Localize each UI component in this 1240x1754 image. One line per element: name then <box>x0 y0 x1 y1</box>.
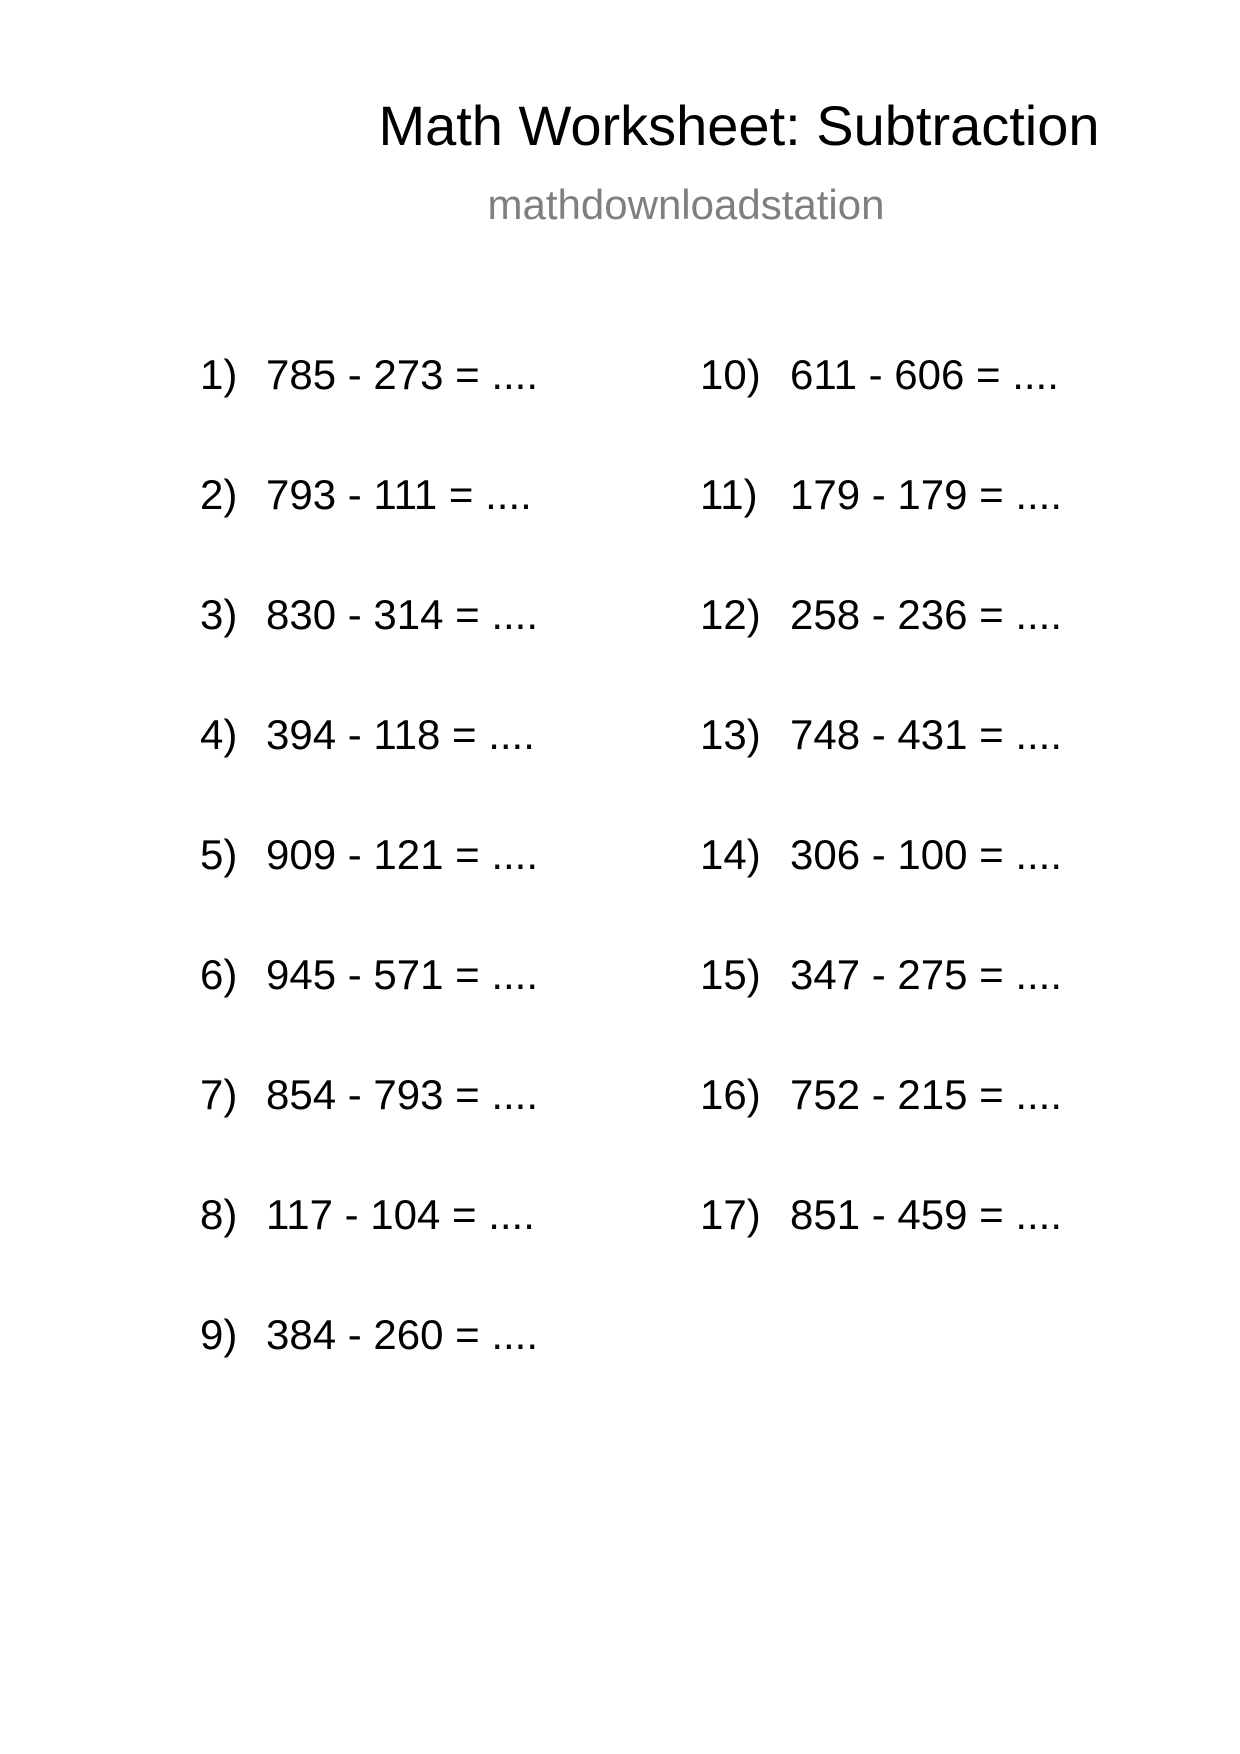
problem-number: 16) <box>700 1071 761 1118</box>
page-title: Math Worksheet: Subtraction <box>378 94 1100 157</box>
problem-expression: 909 - 121 = .... <box>266 831 539 878</box>
problem-number: 1) <box>200 351 238 398</box>
problem-item <box>200 950 538 1070</box>
problem-expression: 830 - 314 = .... <box>266 591 539 638</box>
problem-item <box>200 350 538 470</box>
problem-expression: 258 - 236 = .... <box>790 591 1063 638</box>
problem-number: 5) <box>200 831 238 878</box>
problem-item <box>700 710 1062 830</box>
problem-expression: 179 - 179 = .... <box>790 471 1063 518</box>
problem-expression: 117 - 104 = .... <box>266 1191 535 1238</box>
problem-item <box>700 470 1062 590</box>
problem-expression: 785 - 273 = .... <box>266 351 539 398</box>
problem-number: 15) <box>700 951 761 998</box>
problem-number: 14) <box>700 831 761 878</box>
problem-number: 6) <box>200 951 238 998</box>
problem-item <box>200 470 538 590</box>
problem-item <box>200 1070 538 1190</box>
problem-item <box>700 830 1062 950</box>
problem-item <box>700 1070 1062 1190</box>
problem-number: 7) <box>200 1071 238 1118</box>
problem-number: 2) <box>200 471 238 518</box>
problem-expression: 748 - 431 = .... <box>790 711 1063 758</box>
problem-column-right <box>700 350 1062 1310</box>
problem-expression: 851 - 459 = .... <box>790 1191 1063 1238</box>
problem-expression: 384 - 260 = .... <box>266 1311 539 1358</box>
problem-item <box>700 350 1062 470</box>
problem-number: 9) <box>200 1311 238 1358</box>
problem-expression: 394 - 118 = .... <box>266 711 535 758</box>
problem-number: 11) <box>700 471 758 518</box>
problem-number: 17) <box>700 1191 761 1238</box>
problem-item <box>700 950 1062 1070</box>
problem-item <box>200 590 538 710</box>
problem-number: 4) <box>200 711 238 758</box>
problem-expression: 752 - 215 = .... <box>790 1071 1063 1118</box>
page-subtitle: mathdownloadstation <box>487 181 885 228</box>
problem-expression: 793 - 111 = .... <box>266 471 532 518</box>
problem-number: 13) <box>700 711 761 758</box>
problem-item <box>700 1190 1062 1310</box>
problem-expression: 611 - 606 = .... <box>790 351 1059 398</box>
problem-number: 8) <box>200 1191 238 1238</box>
problem-expression: 347 - 275 = .... <box>790 951 1063 998</box>
problem-number: 10) <box>700 351 761 398</box>
problem-number: 12) <box>700 591 761 638</box>
problem-number: 3) <box>200 591 238 638</box>
problem-item <box>700 590 1062 710</box>
problem-column-left <box>200 350 538 1430</box>
problem-item <box>200 830 538 950</box>
problem-item <box>200 1310 538 1430</box>
problem-expression: 854 - 793 = .... <box>266 1071 539 1118</box>
problem-expression: 306 - 100 = .... <box>790 831 1063 878</box>
problem-item <box>200 1190 538 1310</box>
problem-item <box>200 710 538 830</box>
problem-expression: 945 - 571 = .... <box>266 951 539 998</box>
